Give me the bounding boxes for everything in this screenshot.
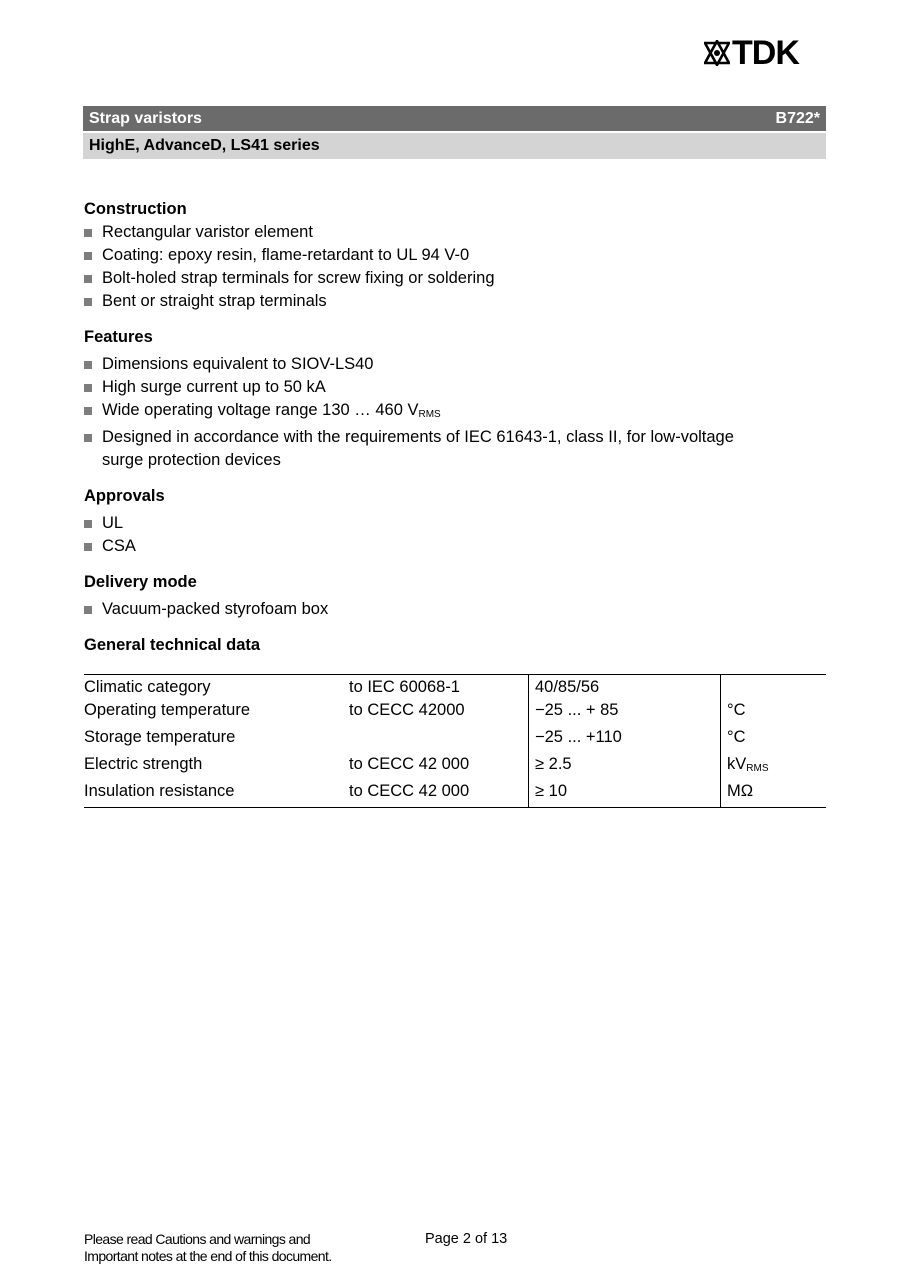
list-item: High surge current up to 50 kA: [84, 376, 826, 399]
standard-cell: [349, 726, 529, 753]
bullet-icon: [84, 606, 92, 614]
bullet-icon: [84, 229, 92, 237]
bullet-icon: [84, 543, 92, 551]
value-cell: −25 ... + 85: [529, 699, 721, 726]
footer-note: Please read Cautions and warnings and Important notes at the end of this document.: [84, 1231, 332, 1264]
value-cell: −25 ... +110: [529, 726, 721, 753]
param-cell: Operating temperature: [84, 701, 251, 720]
series-title: HighE, AdvanceD, LS41 series: [89, 137, 320, 154]
bullet-icon: [84, 434, 92, 442]
bullet-icon: [84, 252, 92, 260]
list-item: Dimensions equivalent to SIOV-LS40: [84, 353, 826, 376]
value-cell: 40/85/56: [529, 675, 721, 700]
content: [84, 198, 826, 657]
header-bar: [83, 106, 826, 131]
list-item: Coating: epoxy resin, flame-retardant to UL 94 V-0: [84, 244, 826, 267]
table-row: [84, 699, 826, 726]
table-row: [84, 780, 826, 808]
section-title-delivery: Delivery mode: [84, 573, 197, 591]
unit-cell: °C: [721, 726, 827, 753]
list-item: Bent or straight strap terminals: [84, 290, 826, 313]
bullet-icon: [84, 384, 92, 392]
unit-cell: [721, 675, 827, 700]
section-title-general: General technical data: [84, 636, 261, 654]
standard-cell: to CECC 42000: [349, 701, 465, 720]
tdk-logo: [704, 34, 828, 72]
unit-cell: MΩ: [721, 780, 827, 808]
standard-cell: to IEC 60068-1: [349, 675, 529, 700]
series-bar: [83, 133, 826, 159]
standard-cell: to CECC 42 000: [349, 755, 470, 774]
table-row: [84, 753, 826, 780]
list-item: CSA: [84, 535, 826, 558]
document-title: Strap varistors: [89, 109, 202, 127]
param-cell: Climatic category: [84, 675, 349, 700]
features-list: [84, 353, 826, 472]
unit-cell: $kV_{RMS}$: [721, 753, 827, 780]
bullet-icon: [84, 275, 92, 283]
table-row: [84, 726, 826, 753]
bullet-icon: [84, 520, 92, 528]
table-row: [84, 675, 826, 700]
logo-text: TDK: [732, 34, 799, 72]
list-item: Wide operating voltage range 130 … 460 $V_{RMS}$: [84, 399, 826, 426]
bullet-icon: [84, 298, 92, 306]
param-cell: Insulation resistance: [84, 780, 349, 808]
section-title-construction: Construction: [84, 200, 187, 218]
param-cell: Electric strength: [84, 755, 203, 774]
value-cell: ≥ 10: [529, 780, 721, 808]
approvals-list: [84, 512, 826, 558]
list-item: Vacuum-packed styrofoam box: [84, 598, 826, 621]
list-item: Designed in accordance with the requirements of IEC 61643-1, class II, for low-voltage surge protection devices: [84, 426, 826, 472]
standard-cell: to CECC 42 000: [349, 780, 529, 808]
value-cell: ≥ 2.5: [529, 753, 721, 780]
param-cell: Storage temperature: [84, 728, 236, 747]
bullet-icon: [84, 361, 92, 369]
list-item: Bolt-holed strap terminals for screw fixing or soldering: [84, 267, 826, 290]
rms-subscript: RMS: [418, 409, 441, 420]
technical-data-table: [84, 674, 826, 808]
list-item: Rectangular varistor element: [84, 221, 826, 244]
construction-list: [84, 221, 826, 313]
section-title-approvals: Approvals: [84, 487, 165, 505]
page-number: Page 2 of 13: [425, 1231, 508, 1247]
unit-cell: °C: [721, 699, 827, 726]
tdk-emblem-icon: [704, 40, 730, 66]
list-item: UL: [84, 512, 826, 535]
bullet-icon: [84, 407, 92, 415]
part-code: B722*: [775, 109, 820, 127]
delivery-list: [84, 598, 826, 621]
section-title-features: Features: [84, 328, 153, 346]
